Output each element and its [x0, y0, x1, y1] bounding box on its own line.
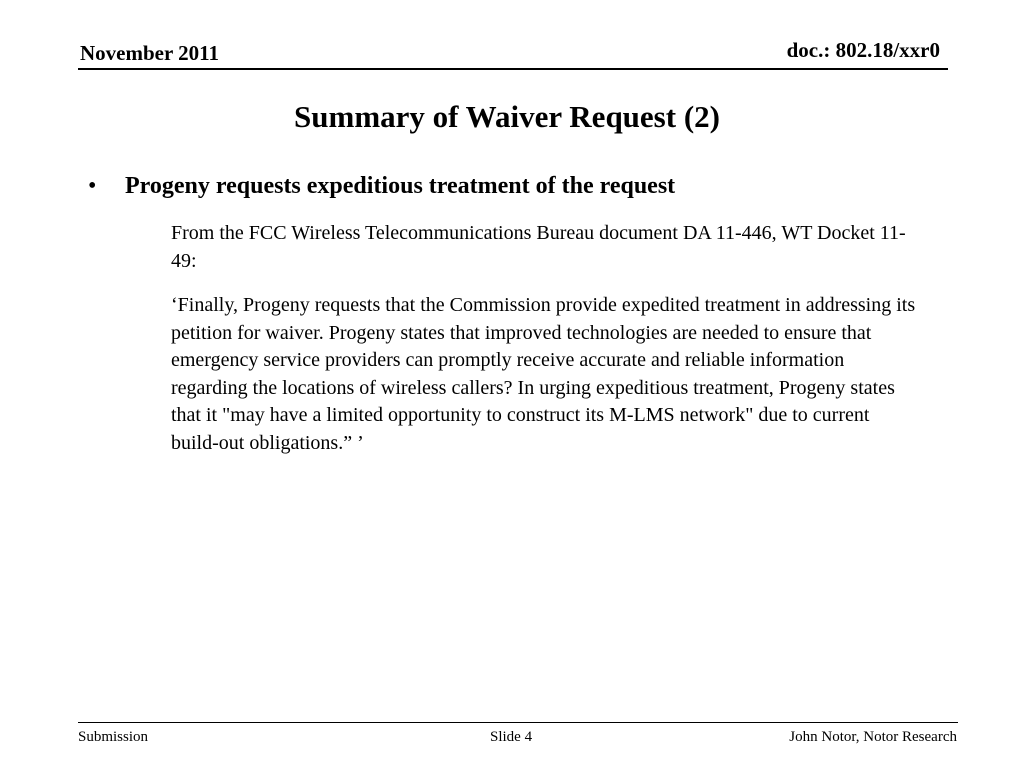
bullet-text: Progeny requests expeditious treatment of the request: [125, 173, 676, 199]
slide-title: Summary of Waiver Request (2): [294, 99, 720, 134]
bullet-item: [88, 170, 948, 202]
footer-submission: Submission: [78, 729, 149, 745]
footer-author: John Notor, Notor Research: [789, 729, 957, 745]
bullet-marker: •: [88, 173, 97, 199]
footer-divider: [78, 722, 958, 723]
source-paragraph: From the FCC Wireless Telecommunications Bureau document DA 11-446, WT Docket 11-49:: [171, 222, 906, 272]
footer-slide-number: Slide 4: [490, 729, 533, 745]
header-divider: [78, 68, 948, 70]
header-date: November 2011: [80, 41, 220, 65]
quote-paragraph: ‘Finally, Progeny requests that the Commission provide expedited treatment in addressing its petition for waiver. Progeny states that improved technologies are needed to ensure that emergency service providers can promptly receive accurate and reliable information regarding the locations of wireless callers? In urging expeditious treatment, Progeny states that it "may have a limited opportunity to construct its M-LMS network" due to current build-out obligations.” ’: [171, 294, 916, 454]
header-doc-id: doc.: 802.18/xxr0: [786, 38, 940, 62]
